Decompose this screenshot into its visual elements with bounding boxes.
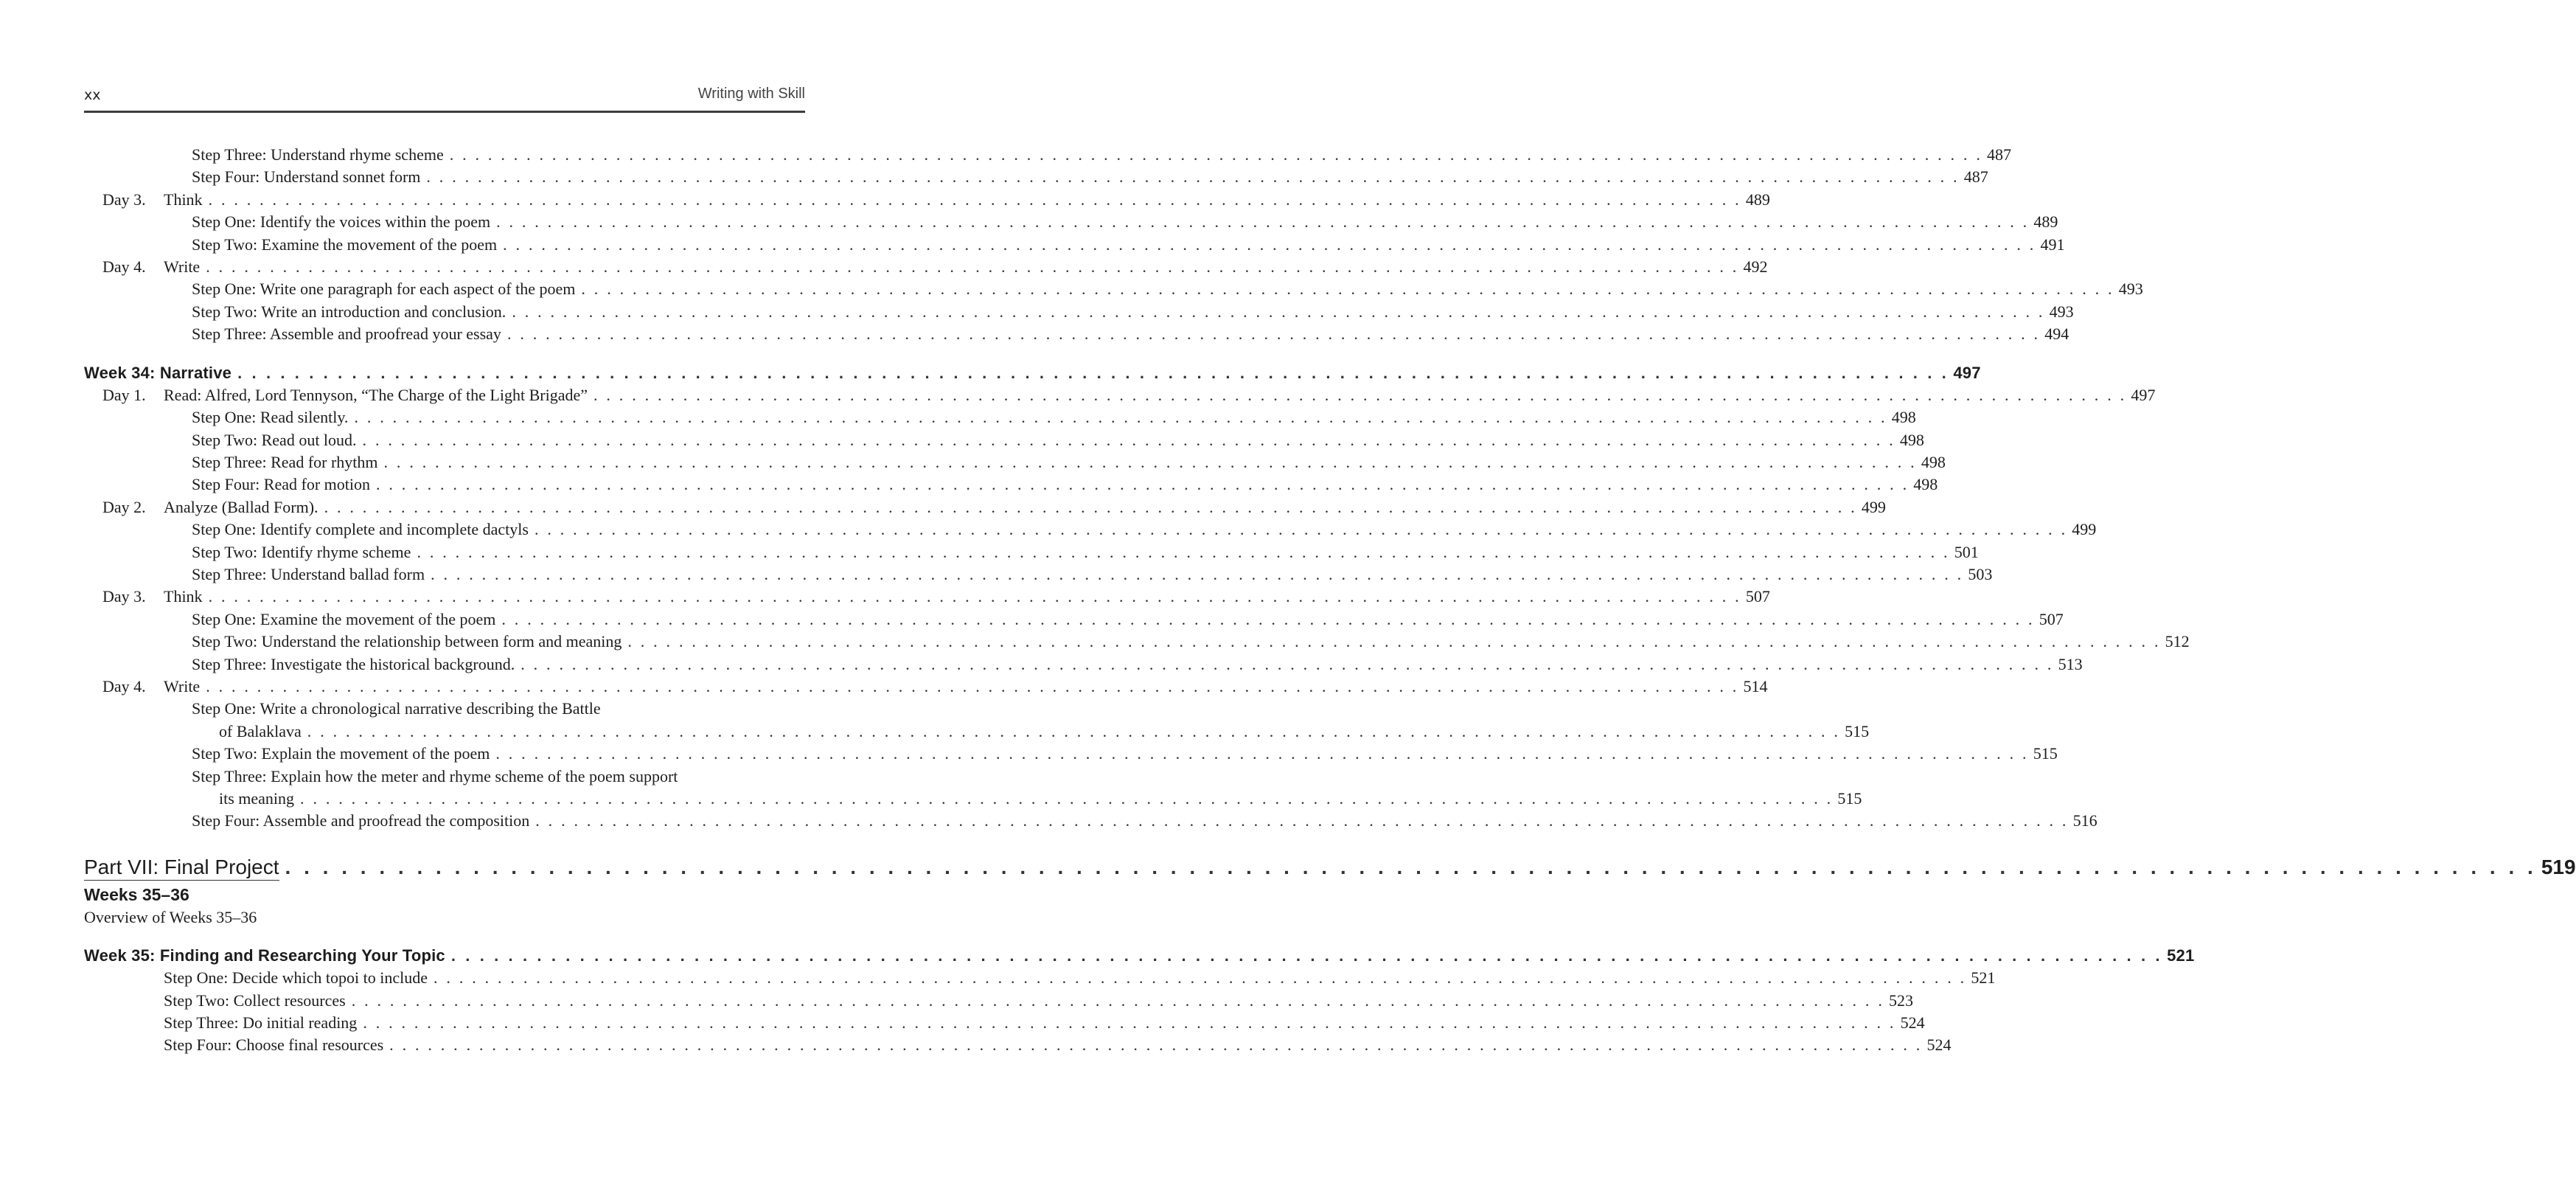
dot-leader: . . . . . . . . . . . . . . . . . . . . . . . . . . . . . . . . . . . . . . . . . . . . . . . . . . . . . . . . . . . . . . . . . . . . . . . . . . . . . . . . . . . . . . . . . . . . . . . . . . . . . . . . . . . . . . . . . . . . . . . .: [426, 167, 1960, 187]
toc-entry[interactable]: [84, 766, 802, 788]
entry-title: Step Two: Identify rhyme scheme: [192, 542, 411, 561]
entry-title: Step Three: Read for rhythm: [192, 453, 378, 472]
entry-page: 493: [2049, 302, 2074, 321]
entry-title: Step Three: Assemble and proofread your essay: [192, 325, 501, 344]
weeks-35-36-subheading: Weeks 35–36: [84, 884, 189, 904]
entry-page: 524: [1900, 1013, 1925, 1032]
entry-page: 499: [1861, 497, 1886, 516]
entry-page: 492: [1743, 257, 1768, 276]
toc-entry[interactable]: [84, 496, 1886, 518]
day-label: Day 1.: [102, 385, 146, 404]
entry-title: Step Two: Explain the movement of the poem: [192, 744, 490, 763]
dot-leader: . . . . . . . . . . . . . . . . . . . . . . . . . . . . . . . . . . . . . . . . . . . . . . . . . . . . . . . . . . . . . . . . . . . . . . . . . . . . . . . . . . . . . . . . . . . . . . . . . . . . . . . . . . . . . . . . . . . . . . . .: [534, 520, 2068, 539]
entry-page: 515: [1845, 721, 1870, 740]
dot-leader: . . . . . . . . . . . . . . . . . . . . . . . . . . . . . . . . . . . . . . . . . . . . . . . . . . . . . . . . . . . . . . . . . . . . . . . . . . . . . . . . . . . . . . . . . . . . . . . . . . . . . . . . . . . . . . . . . . . . . . . .: [512, 302, 2045, 321]
entry-title: Step One: Identify complete and incomplete dactyls: [192, 520, 529, 539]
dot-leader: . . . . . . . . . . . . . . . . . . . . . . . . . . . . . . . . . . . . . . . . . . . . . . . . . . . . . . . . . . . . . . . . . . . . . . . . . . . . . . . . . . . . . . . . . . . . . . . . . . . . . . . . . . . . . . . . . . . . . . . .: [300, 788, 1834, 808]
entry-title: Step Three: Understand rhyme scheme: [192, 145, 444, 164]
toc-entry[interactable]: [84, 211, 2058, 233]
dot-leader: . . . . . . . . . . . . . . . . . . . . . . . . . . . . . . . . . . . . . . . . . . . . . . . . . . . . . . . . . . . . . . . . . . . . . . . . . . . . . . . . . . . . . . . . . . . . . . . . . . . . . . . . . . . . . . . . . . . . . . . .: [431, 565, 1964, 584]
entry-title: Step Three: Explain how the meter and rhyme scheme of the poem support: [192, 766, 678, 785]
dot-leader: . . . . . . . . . . . . . . . . . . . . . . . . . . . . . . . . . . . . . . . . . . . . . . . . . . . . . . . . . . . . . . . . . . . . . . . . . . . . . . . . . . . . . . . . . . . . . . . . . . . . . . . . . . . . . . . . . . . . . . . .: [208, 587, 1741, 606]
entry-page: 513: [2058, 654, 2083, 673]
toc-entry[interactable]: [84, 323, 2069, 345]
toc-entry[interactable]: [84, 743, 2058, 765]
week-35-heading[interactable]: [84, 945, 2195, 967]
entry-title: Step Three: Investigate the historical background.: [192, 654, 515, 673]
dot-leader: . . . . . . . . . . . . . . . . . . . . . . . . . . . . . . . . . . . . . . . . . . . . . . . . . . . . . . . . . . . . . . . . . . . . . . . . . . . . . . . . . . . . . . . . . . . . . . . . . . . . . . . . . . . . . . . . . . . . . . . .: [354, 408, 1887, 427]
entry-title: Step One: Write one paragraph for each aspect of the poem: [192, 280, 576, 299]
table-of-contents: [84, 144, 2576, 1057]
dot-leader: . . . . . . . . . . . . . . . . . . . . . . . . . . . . . . . . . . . . . . . . . . . . . . . . . . . . . . . . . . . . . . . . . . . . . . . . . . . . . . . . . . . . . . . . . . . . . . . . . . . . . . . . . . . . . . . . . . . . . . . .: [362, 430, 1896, 449]
dot-leader: . . . . . . . . . . . . . . . . . . . . . . . . . . . . . . . . . . . . . . . . . . . . . . . . . . . . . . . . . . . . . . . . . . . . . . . . . . . . . . . . . . . . . . . . . . . . . . . . . . . . . . . . . . . . . . . . . . . . . . . .: [503, 235, 2036, 254]
entry-title: Step Three: Understand ballad form: [192, 565, 425, 584]
dot-leader: . . . . . . . . . . . . . . . . . . . . . . . . . . . . . . . . . . . . . . . . . . . . . . . . . . . . . . . . . . . . . . . . . . . . . . . . . . . . . . . . . . . . . . . . . . . . . . . . . . . . . . . . . . . . . . . . . . . . . . . .: [495, 744, 2029, 763]
dot-leader: . . . . . . . . . . . . . . . . . . . . . . . . . . . . . . . . . . . . . . . . . . . . . . . . . . . . . . . . . . . . . . . . . . . . . . . . . . . . . . . . . . . . . . . . . . . . . . . . . . . . . . . . . . . . . . . . . . . . . . . .: [206, 257, 1739, 276]
toc-entry[interactable]: [84, 788, 1862, 810]
toc-entry[interactable]: [84, 990, 1914, 1012]
toc-entry[interactable]: [84, 234, 2065, 256]
entry-page: 499: [2072, 520, 2097, 539]
toc-entry[interactable]: [84, 721, 1870, 743]
dot-leader: . . . . . . . . . . . . . . . . . . . . . . . . . . . . . . . . . . . . . . . . . . . . . . . . . . . . . . . . . . . . . . . . . . . . . . . . . . . . . . . . . . . . . . . . . . . . . . . . . . . . . . . . . . . . . . . . . . . . . . . .: [627, 632, 2161, 651]
toc-entry[interactable]: [84, 1034, 1952, 1056]
entry-page: 507: [2039, 609, 2064, 628]
dot-leader: . . . . . . . . . . . . . . . . . . . . . . . . . . . . . . . . . . . . . . . . . . . . . . . . . . . . . . . . . . . . . . . . . . . . . . . . . . . . . . . . . . . . . . . . . . . . . . . . . . . . . . . . . . . . . . . . . . . . . . . .: [581, 280, 2114, 299]
entry-title: Step One: Identify the voices within the poem: [192, 212, 491, 232]
entry-page: 512: [2165, 632, 2190, 651]
entry-title: Step Four: Read for motion: [192, 475, 370, 494]
dot-leader: . . . . . . . . . . . . . . . . . . . . . . . . . . . . . . . . . . . . . . . . . . . . . . . . . . . . . . . . . . . . . . . . . . . . . . . . . . . . . . . . . . . . . . . . . . . . . . . . . . . . . . . . . . . . . . . . . . . . . . . .: [507, 325, 2041, 344]
dot-leader: . . . . . . . . . . . . . . . . . . . . . . . . . . . . . . . . . . . . . . . . . . . . . . . . . . . . . . . . . . . . . . . . . . . . . . . . . . . . . . . . . . . . . . . . . . . . . . . . . . . . . . . . . . . . . . . . . . . . . . . .: [307, 721, 1841, 740]
entry-page: 497: [2131, 385, 2156, 404]
entry-page: 516: [2072, 811, 2098, 830]
entry-page: 493: [2118, 280, 2143, 299]
toc-entry[interactable]: [84, 144, 2012, 166]
dot-leader: . . . . . . . . . . . . . . . . . . . . . . . . . . . . . . . . . . . . . . . . . . . . . . . . . . . . . . . . . . . . . . . . . . . . . . . . . . . . . . . . . . . . . . . . . . . . . . . . . . . . . . . . . . . . . . . . . . . . . . . .: [237, 363, 1949, 382]
toc-entry[interactable]: [84, 451, 1946, 473]
entry-title: Step One: Write a chronological narrative describing the Battle: [192, 699, 601, 718]
dot-leader: . . . . . . . . . . . . . . . . . . . . . . . . . . . . . . . . . . . . . . . . . . . . . . . . . . . . . . . . . . . . . . . . . . . . . . . . . . . . . . . . . . . . . . . . . . . . . . . . . . . . . . . . . . . . . . . . . . . . . . . .: [285, 855, 2537, 878]
entry-page: 498: [1891, 408, 1916, 427]
week-34-title: Week 34: Narrative: [84, 363, 232, 382]
toc-entry[interactable]: [84, 384, 2156, 406]
entry-page: 523: [1889, 991, 1914, 1010]
day-label: Day 4.: [102, 257, 146, 276]
entry-title: Think: [164, 190, 203, 209]
entry-title: Step Four: Assemble and proofread the composition: [192, 811, 530, 830]
part-7-title: Part VII: Final Project: [84, 855, 279, 881]
day-label: Day 3.: [102, 587, 146, 606]
overview-entry[interactable]: Overview of Weeks 35–36: [84, 907, 257, 926]
dot-leader: . . . . . . . . . . . . . . . . . . . . . . . . . . . . . . . . . . . . . . . . . . . . . . . . . . . . . . . . . . . . . . . . . . . . . . . . . . . . . . . . . . . . . . . . . . . . . . . . . . . . . . . . . . . . . . . . . . . . . . . .: [383, 453, 1917, 472]
running-header: [84, 84, 805, 113]
entry-title: Step Three: Do initial reading: [164, 1013, 358, 1032]
dot-leader: . . . . . . . . . . . . . . . . . . . . . . . . . . . . . . . . . . . . . . . . . . . . . . . . . . . . . . . . . . . . . . . . . . . . . . . . . . . . . . . . . . . . . . . . . . . . . . . . . . . . . . . . . . . . . . . . . . . . . . . .: [501, 609, 2035, 628]
entry-page: 494: [2044, 325, 2069, 344]
dot-leader: . . . . . . . . . . . . . . . . . . . . . . . . . . . . . . . . . . . . . . . . . . . . . . . . . . . . . . . . . . . . . . . . . . . . . . . . . . . . . . . . . . . . . . . . . . . . . . . . . . . . . . . . . . . . . . . . . . . . . . . .: [208, 190, 1741, 209]
toc-entry[interactable]: [84, 563, 1993, 586]
part-7-page: 519: [2541, 855, 2576, 878]
entry-title: Write: [164, 257, 201, 276]
day-label: Day 4.: [102, 676, 146, 695]
entry-title: Step Four: Choose final resources: [164, 1035, 384, 1055]
dot-leader: . . . . . . . . . . . . . . . . . . . . . . . . . . . . . . . . . . . . . . . . . . . . . . . . . . . . . . . . . . . . . . . . . . . . . . . . . . . . . . . . . . . . . . . . . . . . . . . . . . . . . . . . . . . . . . . . . . . . . . . .: [324, 497, 1857, 516]
toc-entry[interactable]: [84, 278, 2143, 300]
entry-title: Think: [164, 587, 203, 606]
entry-page: 515: [2033, 744, 2058, 763]
entry-title: its meaning: [219, 788, 295, 808]
entry-page: 487: [1987, 145, 2012, 164]
toc-entry[interactable]: [84, 698, 802, 720]
entry-page: 489: [1745, 190, 1770, 209]
toc-continued-entries: [84, 144, 2143, 346]
book-title: Writing with Skill: [697, 86, 805, 102]
toc-entry[interactable]: [84, 608, 2064, 631]
dot-leader: . . . . . . . . . . . . . . . . . . . . . . . . . . . . . . . . . . . . . . . . . . . . . . . . . . . . . . . . . . . . . . . . . . . . . . . . . . . . . . . . . . . . . . . . . . . . . . . . . . . . . . . . . . . . . . . . . . . . . . . .: [535, 811, 2069, 830]
dot-leader: . . . . . . . . . . . . . . . . . . . . . . . . . . . . . . . . . . . . . . . . . . . . . . . . . . . . . . . . . . . . . . . . . . . . . . . . . . . . . . . . . . . . . . . . . . . . . . . . . . . . . . . . . . . . . . . . . . . . . . . .: [375, 475, 1910, 494]
toc-entry[interactable]: [84, 967, 1996, 989]
entry-page: 503: [1968, 565, 1993, 584]
toc-entry[interactable]: [84, 518, 2097, 541]
toc-entry[interactable]: [84, 429, 1924, 451]
toc-entry[interactable]: [84, 301, 2074, 323]
entry-page: 521: [1971, 968, 1996, 988]
entry-page: 491: [2040, 235, 2065, 254]
entry-title: Step Two: Examine the movement of the poem: [192, 235, 498, 254]
toc-entry[interactable]: [84, 473, 1938, 496]
week-35-title: Week 35: Finding and Researching Your Topic: [84, 946, 445, 965]
day-label: Day 2.: [102, 497, 146, 516]
entry-title: Step Two: Collect resources: [164, 991, 346, 1010]
entry-page: 498: [1921, 453, 1946, 472]
entry-title: Step Two: Write an introduction and conclusion.: [192, 302, 507, 321]
dot-leader: . . . . . . . . . . . . . . . . . . . . . . . . . . . . . . . . . . . . . . . . . . . . . . . . . . . . . . . . . . . . . . . . . . . . . . . . . . . . . . . . . . . . . . . . . . . . . . . . . . . . . . . . . . . . . . . . . . . . . . . .: [351, 991, 1885, 1010]
dot-leader: . . . . . . . . . . . . . . . . . . . . . . . . . . . . . . . . . . . . . . . . . . . . . . . . . . . . . . . . . . . . . . . . . . . . . . . . . . . . . . . . . . . . . . . . . . . . . . . . . . . . . . . . . . . . . . . . . . . . . . . .: [496, 212, 2030, 232]
dot-leader: . . . . . . . . . . . . . . . . . . . . . . . . . . . . . . . . . . . . . . . . . . . . . . . . . . . . . . . . . . . . . . . . . . . . . . . . . . . . . . . . . . . . . . . . . . . . . . . . . . . . . . . . . . . . . . . . . . . . . . . .: [363, 1013, 1896, 1032]
entry-title: Read: Alfred, Lord Tennyson, “The Charge of the Light Brigade”: [164, 385, 588, 404]
dot-leader: . . . . . . . . . . . . . . . . . . . . . . . . . . . . . . . . . . . . . . . . . . . . . . . . . . . . . . . . . . . . . . . . . . . . . . . . . . . . . . . . . . . . . . . . . . . . . . . . . . . . . . . . . . . . . . . . . . . . . . . .: [521, 654, 2054, 673]
entry-title: Step Two: Read out loud.: [192, 430, 357, 449]
toc-entry[interactable]: [84, 256, 1768, 278]
entry-title: Step Two: Understand the relationship between form and meaning: [192, 632, 622, 651]
toc-entry[interactable]: [84, 1012, 1925, 1034]
part-7-heading[interactable]: [84, 852, 2576, 883]
entry-page: 524: [1926, 1035, 1952, 1055]
toc-entry[interactable]: [84, 676, 1768, 698]
toc-entry[interactable]: [84, 166, 1988, 188]
week-34-page: 497: [1953, 363, 1981, 382]
toc-entry[interactable]: [84, 653, 2083, 676]
entry-page: 515: [1837, 788, 1862, 808]
entry-page: 487: [1963, 167, 1988, 187]
entry-page: 498: [1913, 475, 1938, 494]
dot-leader: . . . . . . . . . . . . . . . . . . . . . . . . . . . . . . . . . . . . . . . . . . . . . . . . . . . . . . . . . . . . . . . . . . . . . . . . . . . . . . . . . . . . . . . . . . . . . . . . . . . . . . . . . . . . . . . . . . . . . . . .: [449, 145, 1983, 164]
toc-entry[interactable]: [84, 406, 1916, 429]
week-34-entries: [84, 384, 2190, 833]
week-35-page: 521: [2167, 946, 2195, 965]
entry-page: 507: [1745, 587, 1770, 606]
dot-leader: . . . . . . . . . . . . . . . . . . . . . . . . . . . . . . . . . . . . . . . . . . . . . . . . . . . . . . . . . . . . . . . . . . . . . . . . . . . . . . . . . . . . . . . . . . . . . . . . . . . . . . . . . . . . . . . . . . . . . . . .: [593, 385, 2127, 404]
entry-title: Step One: Decide which topoi to include: [164, 968, 428, 988]
entry-title: Write: [164, 676, 201, 695]
entry-title: Step One: Examine the movement of the poem: [192, 609, 496, 628]
week-34-heading[interactable]: [84, 362, 1981, 384]
entry-title: Step One: Read silently.: [192, 408, 349, 427]
entry-page: 489: [2033, 212, 2058, 232]
dot-leader: . . . . . . . . . . . . . . . . . . . . . . . . . . . . . . . . . . . . . . . . . . . . . . . . . . . . . . . . . . . . . . . . . . . . . . . . . . . . . . . . . . . . . . . . . . . . . . . . . . . . . . . . . . . . . . . . . . . . . . . .: [206, 676, 1739, 695]
dot-leader: . . . . . . . . . . . . . . . . . . . . . . . . . . . . . . . . . . . . . . . . . . . . . . . . . . . . . . . . . . . . . . . . . . . . . . . . . . . . . . . . . . . . . . . . . . . . . . . . . . . . . . . . . . . . . . . . . . . . . . . .: [417, 542, 1950, 561]
dot-leader: . . . . . . . . . . . . . . . . . . . . . . . . . . . . . . . . . . . . . . . . . . . . . . . . . . . . . . . . . . . . . . . . . . . . . . . . . . . . . . . . . . . . . . . . . . . . . . . . . . . . . . . . . . . . . . . . . . . . . . . .: [434, 968, 1967, 988]
entry-title: Analyze (Ballad Form).: [164, 497, 318, 516]
dot-leader: . . . . . . . . . . . . . . . . . . . . . . . . . . . . . . . . . . . . . . . . . . . . . . . . . . . . . . . . . . . . . . . . . . . . . . . . . . . . . . . . . . . . . . . . . . . . . . . . . . . . . . . . . . . . . . . . . . . . . . . .: [450, 946, 2163, 965]
week-35-entries: [84, 967, 1996, 1057]
dot-leader: . . . . . . . . . . . . . . . . . . . . . . . . . . . . . . . . . . . . . . . . . . . . . . . . . . . . . . . . . . . . . . . . . . . . . . . . . . . . . . . . . . . . . . . . . . . . . . . . . . . . . . . . . . . . . . . . . . . . . . . .: [389, 1035, 1923, 1055]
entry-title: Step Four: Understand sonnet form: [192, 167, 421, 187]
page-number: xx: [84, 87, 101, 103]
toc-entry[interactable]: [84, 541, 1979, 563]
toc-entry[interactable]: [84, 586, 1770, 608]
entry-page: 498: [1899, 430, 1924, 449]
entry-page: 514: [1743, 676, 1768, 695]
day-label: Day 3.: [102, 190, 146, 209]
toc-entry[interactable]: [84, 810, 2098, 832]
toc-entry[interactable]: [84, 189, 1770, 211]
entry-page: 501: [1954, 542, 1979, 561]
entry-title: of Balaklava: [219, 721, 302, 740]
toc-entry[interactable]: [84, 631, 2190, 653]
